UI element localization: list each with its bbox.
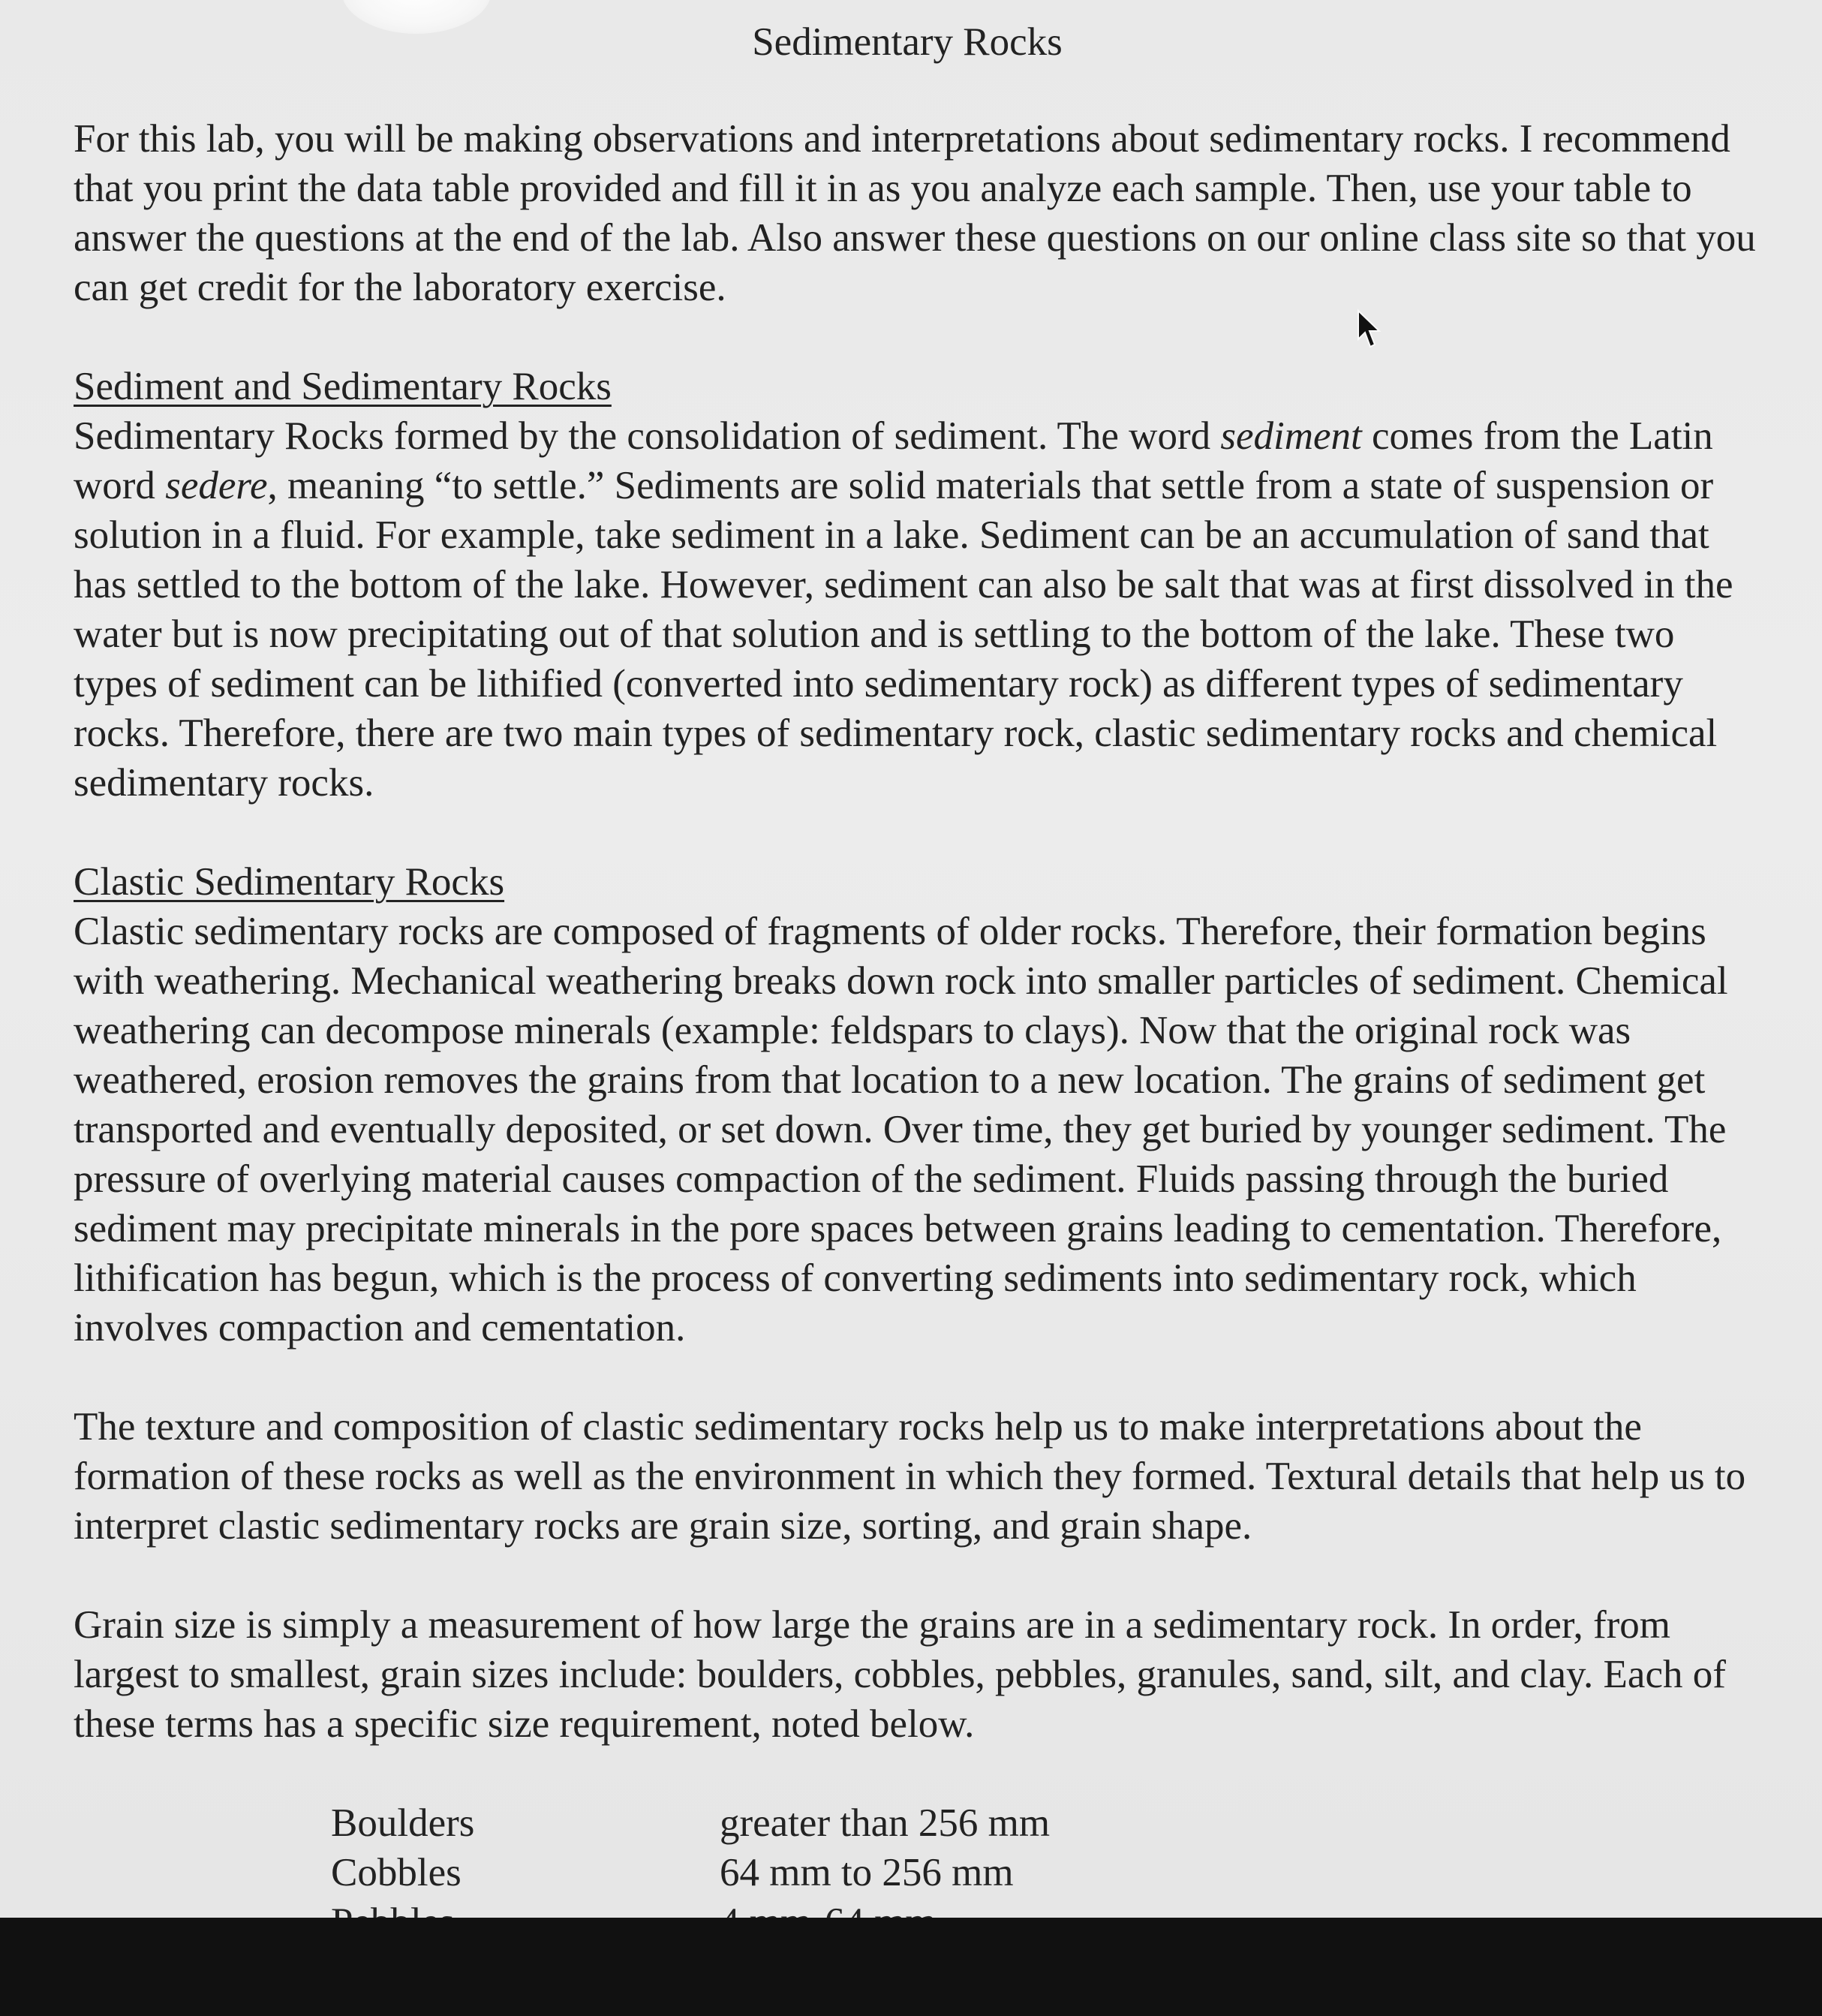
arrow-pointer-icon [1357,309,1382,350]
grain-range: 64 mm to 256 mm [720,1851,1014,1894]
section-sediment [74,362,1762,808]
grain-name: Boulders [331,1801,475,1845]
section-heading-clastic: Clastic Sedimentary Rocks [74,860,505,904]
section-clastic-text: Clastic sedimentary rocks are composed of fragments of older rocks. Therefore, their formation begins with weathering. Mechanical weathering breaks down rock into smaller particles of sediment. Chemical weathering can decompose minerals (example: feldspars to clays). Now that the original rock was weathered, erosion removes the grains from that location to a new location. The grains of sediment get transported and eventually deposited, or set down. Over time, they get buried by younger sediment. The pressure of overlying material causes compaction of the sediment. Fluids passing through the buried sediment may precipitate minerals in the pore spaces between grains leading to cementation. Therefore, lithification has begun, which is the process of converting sediments into sedimentary rock, which involves compaction and cementation. [74,910,1728,1350]
italic-term-sedere: sedere [165,464,268,507]
intro-paragraph: For this lab, you will be making observations and interpretations about sedimentary rocks. I recommend that you print the data table provided and fill it in as you analyze each sample. Then, use your table to answer the questions at the end of the lab. Also answer these questions on our online class site so that you can get credit for the laboratory exercise. [74,117,1756,309]
section-sediment-text-3: , meaning “to settle.” Sediments are solid materials that settle from a state of suspension or solution in a fluid. For example, take sediment in a lake. Sediment can be an accumulation of sand that has settled to the bottom of the lake. However, sediment can also be salt that was at first dissolved in the water but is now precipitating out of that solution and is settling to the bottom of the lake. These two types of sediment can be lithified (converted into sedimentary rock) as different types of sedimentary rocks. Therefore, there are two main types of sedimentary rock, clastic sedimentary rocks and chemical sedimentary rocks. [74,464,1733,805]
grain-name: Cobbles [331,1851,462,1894]
grain-size-paragraph: Grain size is simply a measurement of how large the grains are in a sedimentary rock. In order, from largest to smallest, grain sizes include: boulders, cobbles, pebbles, granules, sand, silt, and clay. Each of these terms has a specific size requirement, noted below. [74,1603,1726,1746]
page-title: Sedimentary Rocks [752,20,1063,64]
italic-term-sediment: sediment [1220,414,1362,458]
table-row [331,1798,1050,1848]
texture-paragraph: The texture and composition of clastic sedimentary rocks help us to make interpretations about the formation of these rocks as well as the environment in which they formed. Textural details that help us to interpret clastic sedimentary rocks are grain size, sorting, and grain shape. [74,1405,1746,1548]
section-clastic [74,857,1762,1353]
monitor-bezel [0,1918,1822,2016]
section-heading-sediment: Sediment and Sedimentary Rocks [74,365,612,408]
table-row [331,1848,1050,1897]
section-sediment-text-1: Sedimentary Rocks formed by the consolidation of sediment. The word [74,414,1221,458]
section-sediment-text-2: comes from the Latin word [74,414,1713,507]
grain-range: greater than 256 mm [720,1801,1051,1845]
document-page [74,15,1762,1947]
